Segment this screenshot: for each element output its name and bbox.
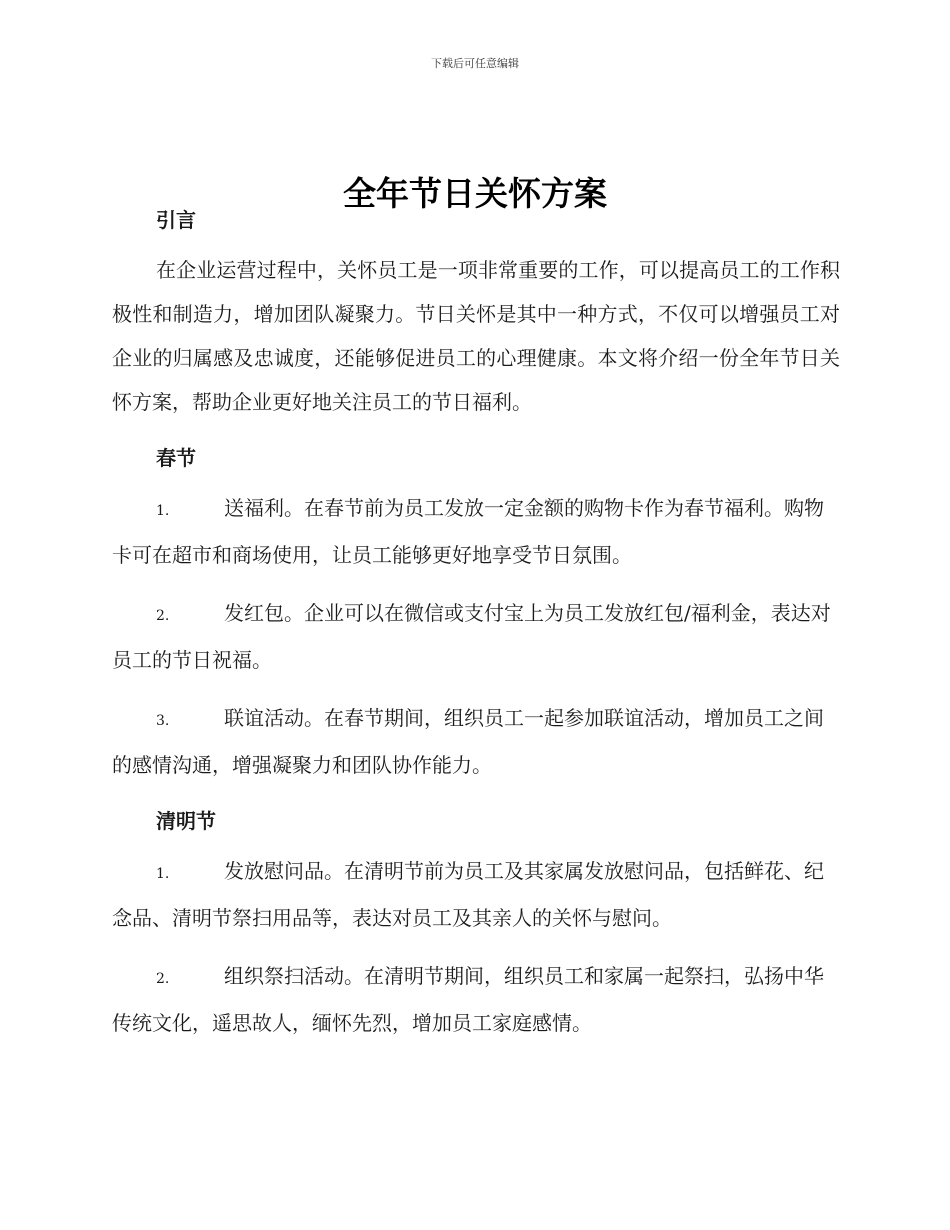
page-header-note: 下载后可任意编辑	[431, 57, 519, 70]
list-item	[112, 849, 840, 940]
list-item	[112, 591, 840, 682]
list-item-text: 组织祭扫活动。在清明节期间，组织员工和家属一起祭扫，弘扬中华传统文化，遥思故人，缅怀先烈，增加员工家庭感情。	[112, 964, 824, 1035]
section-heading-spring-festival: 春节	[156, 446, 196, 470]
document-title: 全年节日关怀方案	[343, 174, 607, 214]
section-heading-qingming: 清明节	[156, 809, 216, 833]
list-number: 1.	[156, 503, 170, 519]
list-number: 3.	[156, 713, 170, 729]
section-heading-intro: 引言	[156, 208, 196, 232]
list-number: 1.	[156, 866, 170, 882]
list-item-text: 联谊活动。在春节期间，组织员工一起参加联谊活动，增加员工之间的感情沟通，增强凝聚力和团队协作能力。	[112, 706, 824, 777]
list-number: 2.	[156, 608, 170, 624]
list-item	[112, 486, 840, 577]
list-item	[112, 954, 840, 1045]
list-item-text: 送福利。在春节前为员工发放一定金额的购物卡作为春节福利。购物卡可在超市和商场使用，让员工能够更好地享受节日氛围。	[112, 496, 824, 567]
intro-paragraph: 在企业运营过程中，关怀员工是一项非常重要的工作，可以提高员工的工作积极性和制造力，增加团队凝聚力。节日关怀是其中一种方式，不仅可以增强员工对企业的归属感及忠诚度，还能够促进员工的心理健康。本文将介绍一份全年节日关怀方案，帮助企业更好地关注员工的节日福利。	[112, 258, 840, 414]
list-item	[112, 696, 840, 787]
list-item-text: 发放慰问品。在清明节前为员工及其家属发放慰问品，包括鲜花、纪念品、清明节祭扫用品等，表达对员工及其亲人的关怀与慰问。	[112, 859, 824, 930]
document-body	[112, 200, 840, 1045]
list-number: 2.	[156, 971, 170, 987]
list-item-text: 发红包。企业可以在微信或支付宝上为员工发放红包/福利金，表达对员工的节日祝福。	[112, 601, 831, 672]
